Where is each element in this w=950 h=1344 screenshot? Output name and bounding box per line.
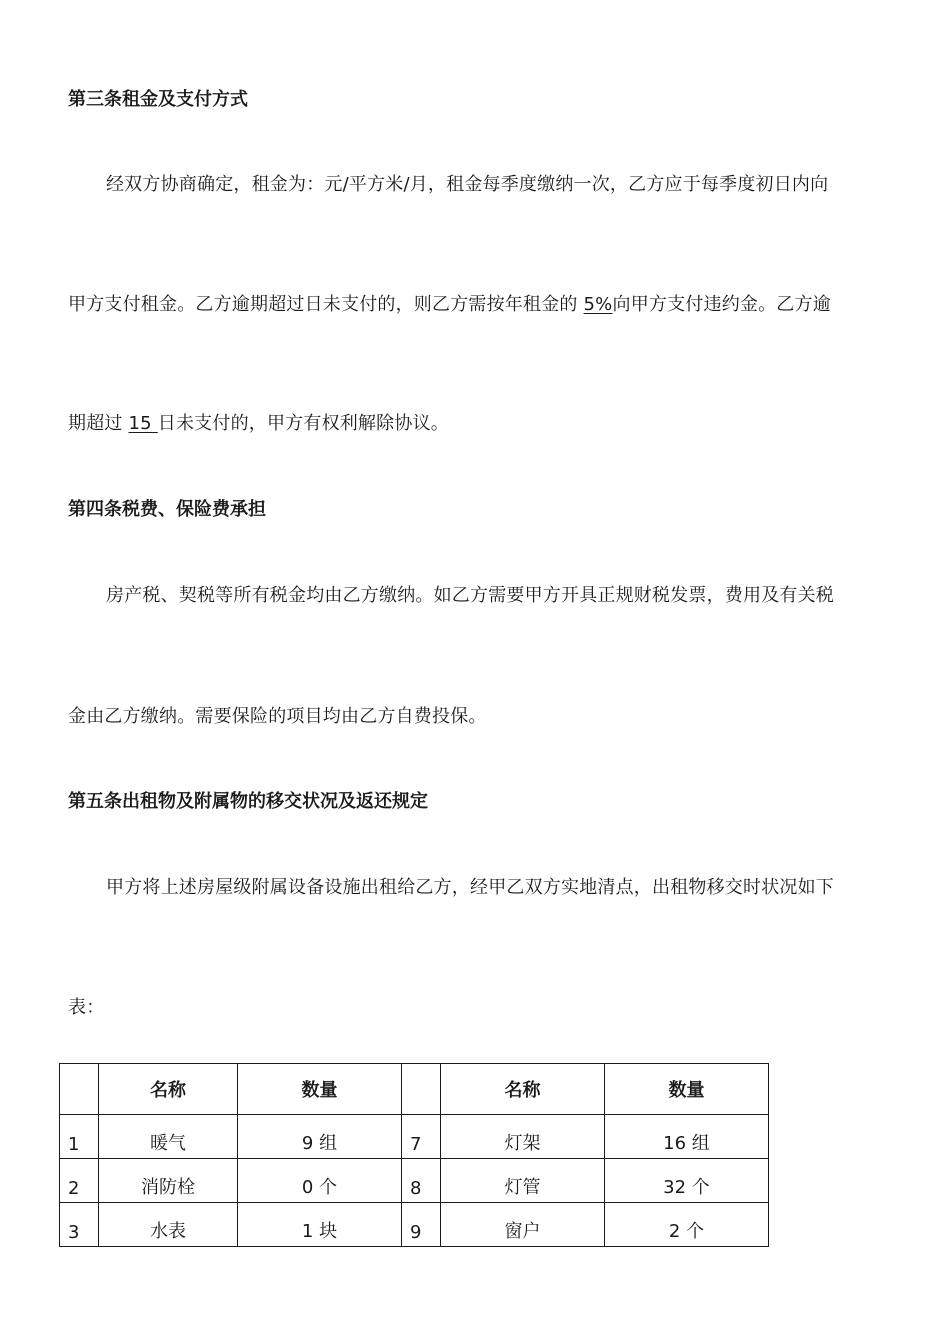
item-name: 消防栓 bbox=[99, 1159, 238, 1203]
item-quantity: 2 个 bbox=[605, 1203, 769, 1247]
item-name: 灯管 bbox=[441, 1159, 605, 1203]
row-number: 2 bbox=[60, 1159, 99, 1203]
row-number: 9 bbox=[402, 1203, 441, 1247]
row-number: 7 bbox=[402, 1115, 441, 1159]
penalty-rate: 5% bbox=[583, 294, 613, 315]
item-quantity: 32 个 bbox=[605, 1159, 769, 1203]
item-name: 窗户 bbox=[441, 1203, 605, 1247]
header-cell bbox=[60, 1064, 99, 1115]
article-3-line-2-b: 向甲方支付违约金。乙方逾 bbox=[612, 294, 831, 315]
header-cell: 名称 bbox=[441, 1064, 605, 1115]
item-quantity: 9 组 bbox=[238, 1115, 402, 1159]
item-quantity: 1 块 bbox=[238, 1203, 402, 1247]
article-3-line-2-a: 甲方支付租金。乙方逾期超过日未支付的，则乙方需按年租金的 bbox=[68, 294, 584, 315]
item-quantity: 16 组 bbox=[605, 1115, 769, 1159]
article-4-line-1: 房产税、契税等所有税金均由乙方缴纳。如乙方需要甲方开具正规财税发票，费用及有关税 bbox=[106, 585, 834, 606]
article-3-line-3-a: 期超过 bbox=[68, 413, 129, 434]
header-cell: 数量 bbox=[238, 1064, 402, 1115]
article-3-line-3-b: 日未支付的，甲方有权利解除协议。 bbox=[157, 413, 449, 434]
header-cell bbox=[402, 1064, 441, 1115]
table-row bbox=[60, 1203, 769, 1247]
row-number: 1 bbox=[60, 1115, 99, 1159]
article-5-line-2: 表： bbox=[68, 997, 105, 1018]
table-header-row bbox=[60, 1064, 769, 1115]
item-name: 水表 bbox=[99, 1203, 238, 1247]
row-number: 8 bbox=[402, 1159, 441, 1203]
row-number: 3 bbox=[60, 1203, 99, 1247]
header-cell: 数量 bbox=[605, 1064, 769, 1115]
article-4-line-2: 金由乙方缴纳。需要保险的项目均由乙方自费投保。 bbox=[68, 706, 487, 727]
article-5-title: 第五条出租物及附属物的移交状况及返还规定 bbox=[68, 791, 428, 812]
article-4-title: 第四条税费、保险费承担 bbox=[68, 499, 266, 520]
table-row bbox=[60, 1115, 769, 1159]
item-name: 灯架 bbox=[441, 1115, 605, 1159]
article-5-line-1: 甲方将上述房屋级附属设备设施出租给乙方，经甲乙双方实地清点，出租物移交时状况如下 bbox=[106, 877, 834, 898]
item-quantity: 0 个 bbox=[238, 1159, 402, 1203]
overdue-days: 15 bbox=[128, 413, 158, 434]
handover-items-table bbox=[59, 1063, 769, 1247]
table-row bbox=[60, 1159, 769, 1203]
item-name: 暖气 bbox=[99, 1115, 238, 1159]
article-3-line-1: 经双方协商确定，租金为：元/平方米/月，租金每季度缴纳一次，乙方应于每季度初日内向 bbox=[106, 174, 829, 195]
article-3-line-2 bbox=[68, 290, 831, 316]
header-cell: 名称 bbox=[99, 1064, 238, 1115]
article-3-line-3 bbox=[68, 409, 449, 435]
article-3-title: 第三条租金及支付方式 bbox=[68, 89, 248, 110]
